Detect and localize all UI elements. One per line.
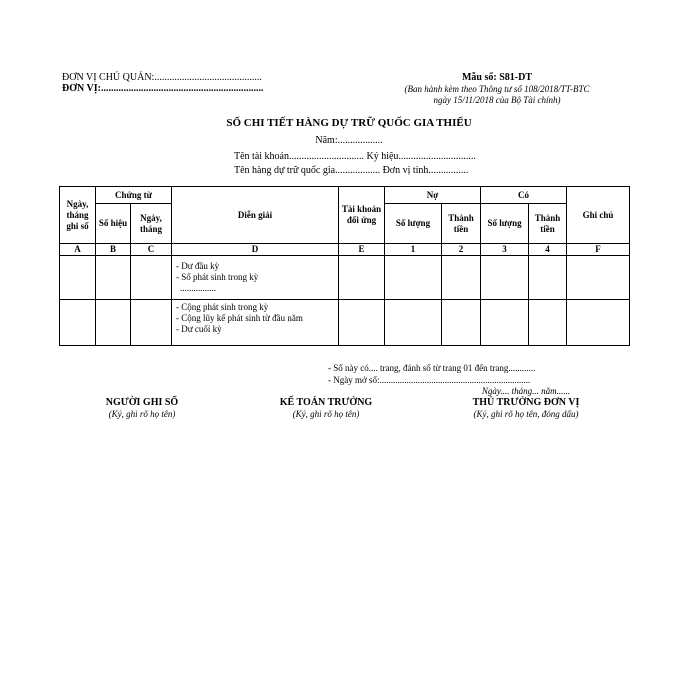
org-parent-line: ĐƠN VỊ CHỦ QUẢN:........................................... bbox=[62, 72, 262, 83]
column-label: 3 bbox=[481, 244, 529, 256]
open-date-note: - Ngày mở sổ:................................................................... bbox=[328, 375, 531, 385]
header-credit-amount: Thành tiền bbox=[529, 204, 567, 244]
signature-note-head: (Ký, ghi rõ họ tên, đóng dấu) bbox=[473, 409, 579, 419]
opening-balance-label: - Dư đầu kỳ bbox=[176, 261, 220, 271]
column-label: B bbox=[96, 244, 131, 256]
header-credit: Có bbox=[481, 187, 567, 204]
row-description bbox=[172, 300, 339, 346]
period-transactions-label: - Số phát sinh trong kỳ bbox=[176, 272, 259, 282]
date-line: Ngày.... tháng... năm...... bbox=[481, 386, 571, 396]
header-voucher: Chứng từ bbox=[96, 187, 172, 204]
column-label: F bbox=[567, 244, 630, 256]
column-label: E bbox=[339, 244, 385, 256]
signature-note-recorder: (Ký, ghi rõ họ tên) bbox=[108, 409, 176, 419]
header-credit-qty: Số lượng bbox=[481, 204, 529, 244]
header-debit: Nợ bbox=[385, 187, 481, 204]
account-line: Tên tài khoản.............................. Ký hiệu............................... bbox=[234, 151, 476, 162]
closing-balance-label: - Dư cuối kỳ bbox=[176, 324, 222, 334]
signature-title-chief-accountant: KẾ TOÁN TRƯỞNG bbox=[279, 397, 373, 408]
ytd-total-label: - Cộng lũy kế phát sinh từ đầu năm bbox=[176, 313, 303, 323]
header-debit-qty: Số lượng bbox=[385, 204, 442, 244]
column-label: 2 bbox=[442, 244, 481, 256]
table-row bbox=[60, 256, 630, 300]
header-voucher-date: Ngày, tháng bbox=[131, 204, 172, 244]
year-line: Năm:.................. bbox=[315, 135, 383, 146]
column-label: 1 bbox=[385, 244, 442, 256]
column-label: 4 bbox=[529, 244, 567, 256]
column-label: A bbox=[60, 244, 96, 256]
signature-title-head: THỦ TRƯỞNG ĐƠN VỊ bbox=[472, 397, 580, 408]
header-note: Ghi chú bbox=[567, 187, 630, 244]
placeholder-dots: ................ bbox=[180, 283, 216, 293]
signature-title-recorder: NGƯỜI GHI SỔ bbox=[105, 397, 179, 408]
form-issued-note: (Ban hành kèm theo Thông tư số 108/2018/TT-BTC bbox=[404, 84, 590, 94]
document-title: SỔ CHI TIẾT HÀNG DỰ TRỮ QUỐC GIA THIẾU bbox=[226, 117, 472, 129]
header-description: Diễn giải bbox=[172, 187, 339, 244]
header-voucher-no: Số hiệu bbox=[96, 204, 131, 244]
column-label: D bbox=[172, 244, 339, 256]
form-number: Mẫu số: S81-DT bbox=[461, 72, 533, 83]
header-contra-account: Tài khoản đối ứng bbox=[339, 187, 385, 244]
row-description bbox=[172, 256, 339, 300]
item-line: Tên hàng dự trữ quốc gia.................. Đơn vị tính................ bbox=[234, 165, 469, 176]
signature-note-chief-accountant: (Ký, ghi rõ họ tên) bbox=[292, 409, 360, 419]
form-issued-date: ngày 15/11/2018 của Bộ Tài chính) bbox=[433, 95, 561, 105]
org-unit-line: ĐƠN VỊ:................................................................. bbox=[62, 83, 264, 94]
ledger-table bbox=[59, 186, 630, 346]
header-date: Ngày, tháng ghi số bbox=[60, 187, 96, 244]
pages-note: - Sổ này có.... trang, đánh số từ trang 01 đến trang............ bbox=[328, 363, 536, 373]
period-total-label: - Cộng phát sinh trong kỳ bbox=[176, 302, 269, 312]
table-row bbox=[60, 300, 630, 346]
header-debit-amount: Thành tiền bbox=[442, 204, 481, 244]
column-label: C bbox=[131, 244, 172, 256]
